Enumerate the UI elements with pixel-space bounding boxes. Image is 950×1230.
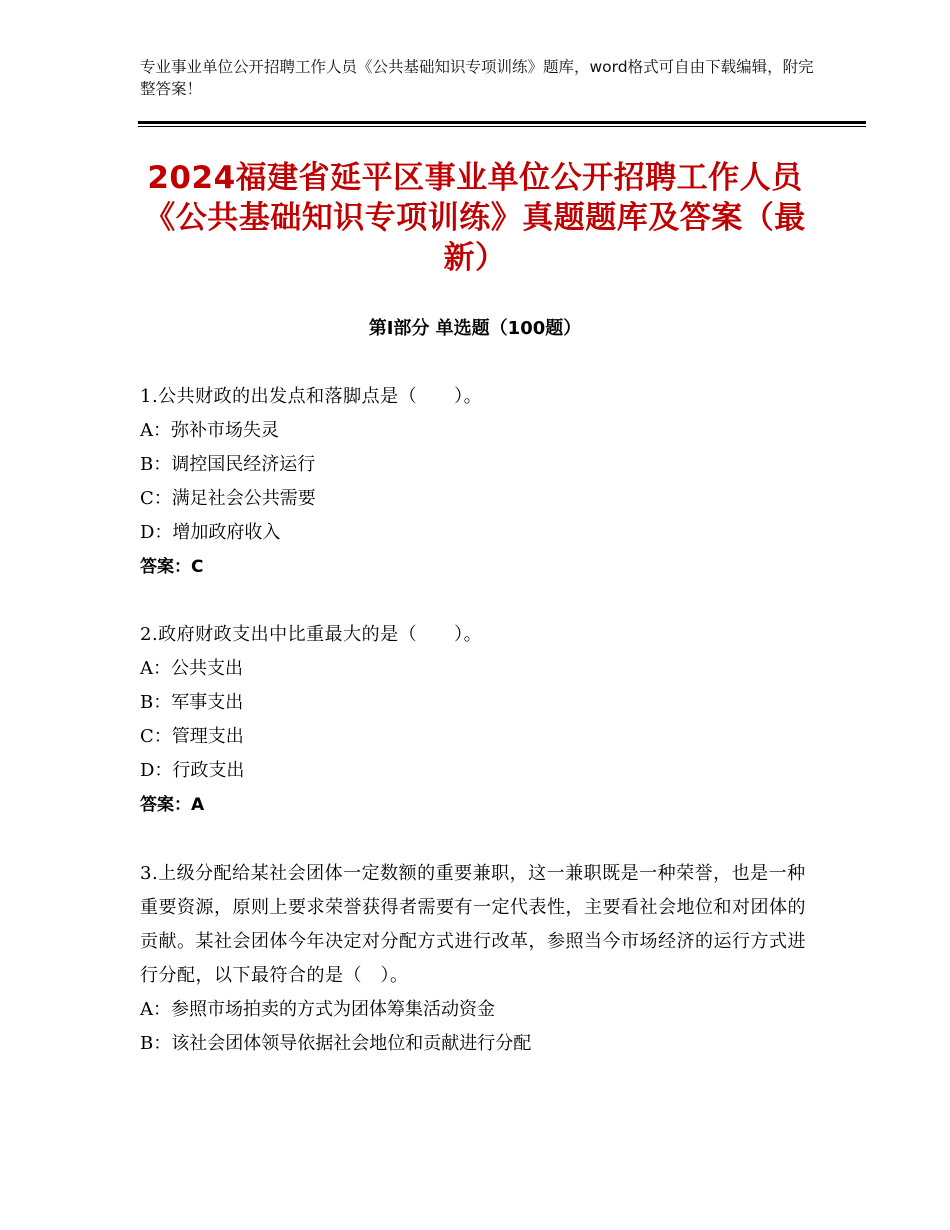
option-d: D：行政支出 (140, 760, 245, 781)
section-heading: 第Ⅰ部分 单选题（100题） (368, 318, 582, 339)
option-a: A：公共支出 (140, 658, 243, 679)
question-1 (140, 380, 810, 584)
option-a: A：弥补市场失灵 (140, 420, 279, 441)
option-c: C：管理支出 (140, 726, 244, 747)
option-a: A：参照市场拍卖的方式为团体筹集活动资金 (140, 999, 495, 1020)
document-title: 2024福建省延平区事业单位公开招聘工作人员《公共基础知识专项训练》真题题库及答案（最新） (144, 160, 806, 276)
header-rule-thick (138, 121, 866, 124)
question-stem: 1.公共财政的出发点和落脚点是（ ）。 (140, 386, 483, 407)
option-b: B：调控国民经济运行 (140, 454, 316, 475)
question-3 (140, 857, 810, 1061)
question-stem: 2.政府财政支出中比重最大的是（ ）。 (140, 624, 483, 645)
option-d: D：增加政府收入 (140, 522, 281, 543)
answer-label: 答案：C (140, 557, 204, 577)
question-stem: 3.上级分配给某社会团体一定数额的重要兼职，这一兼职既是一种荣誉，也是一种重要资源，原则上要求荣誉获得者需要有一定代表性，主要看社会地位和对团体的贡献。某社会团体今年决定对分配方式进行改革，参照当今市场经济的运行方式进行分配，以下最符合的是（ ）。 (140, 863, 806, 986)
header-note: 专业事业单位公开招聘工作人员《公共基础知识专项训练》题库，word格式可自由下载编辑，附完整答案！ (140, 58, 814, 98)
question-2 (140, 618, 810, 822)
option-b: B：该社会团体领导依据社会地位和贡献进行分配 (140, 1033, 532, 1054)
option-b: B：军事支出 (140, 692, 244, 713)
option-c: C：满足社会公共需要 (140, 488, 316, 509)
answer-label: 答案：A (140, 795, 205, 815)
header-rule-thin (138, 126, 866, 127)
